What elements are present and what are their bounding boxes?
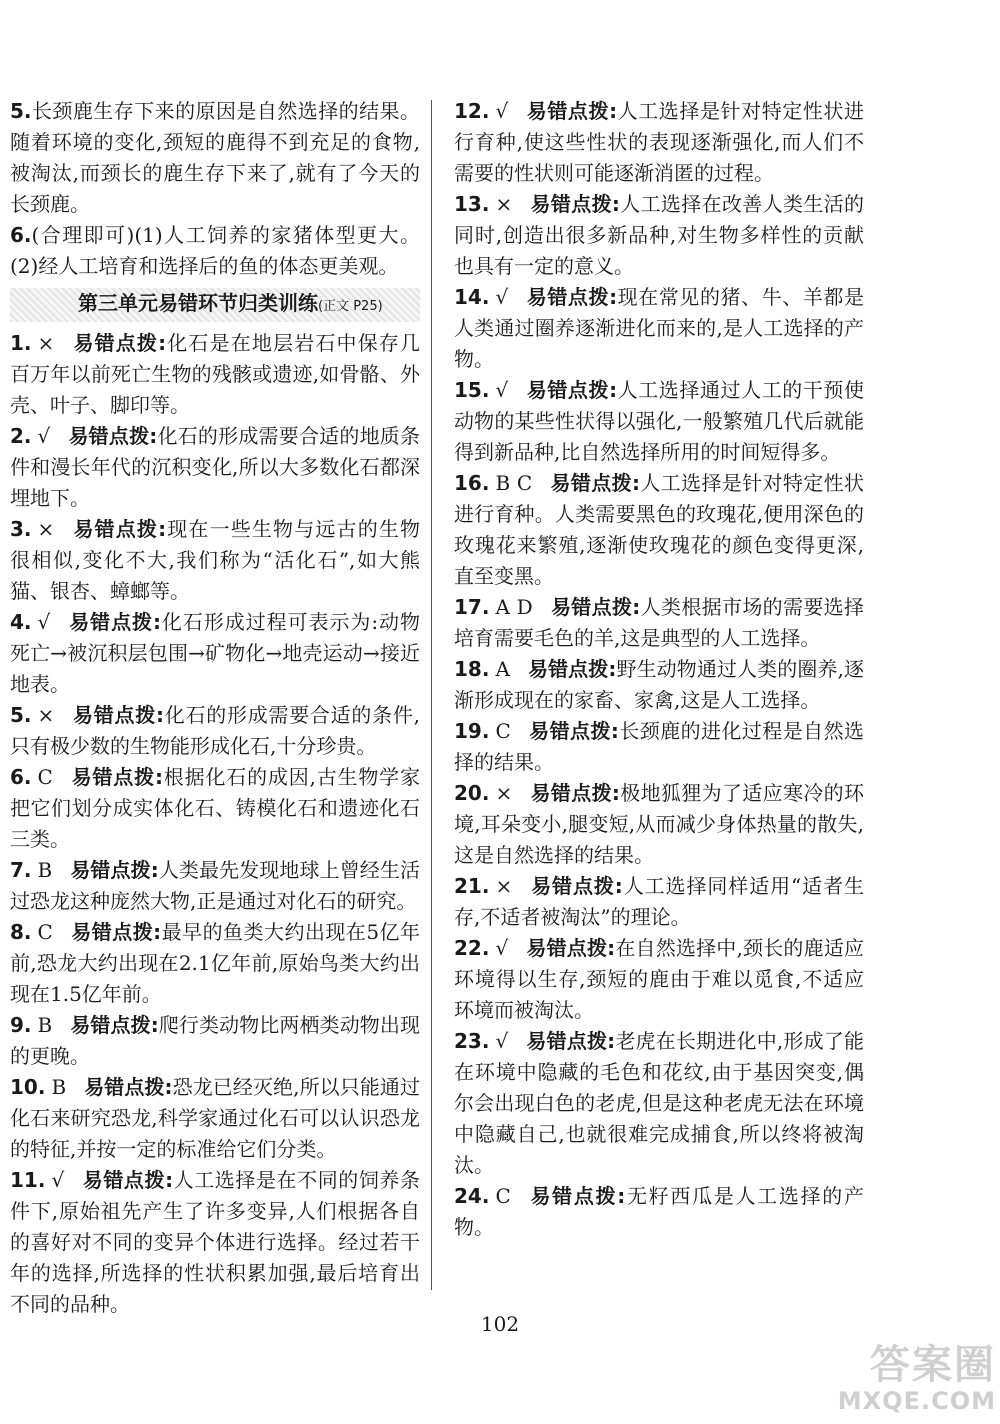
hint-label: 易错点拨: [530, 781, 620, 805]
answer-mark: C [37, 765, 53, 789]
right-column [454, 96, 864, 1243]
answer-number: 24. [454, 1184, 490, 1208]
answer-item [10, 917, 420, 1010]
answer-mark: × [37, 517, 55, 541]
watermark-logo [826, 1342, 996, 1420]
answer-number: 5. [10, 703, 32, 727]
hint-label: 易错点拨: [84, 1075, 173, 1099]
answer-explanation: 化石是在地层岩石中保存几百万年以前死亡生物的残骸或遗迹,如骨骼、外壳、叶子、脚印等。 [10, 331, 421, 417]
answer-explanation: 化石的形成需要合适的地质条件和漫长年代的沉积变化,所以大多数化石都深埋地下。 [10, 424, 421, 510]
hint-label: 易错点拨: [526, 1029, 616, 1053]
answer-item [10, 855, 420, 917]
answer-explanation: 根据化石的成因,古生物学家把它们划分成实体化石、铸模化石和遗迹化石三类。 [10, 765, 421, 851]
answer-mark: C [495, 1184, 511, 1208]
answer-mark: A D [495, 595, 533, 619]
hint-label: 易错点拨: [528, 1184, 626, 1208]
answer-mark: √ [495, 285, 509, 309]
answer-explanation: 人工选择同样适用“适者生存,不适者被淘汰”的理论。 [454, 874, 864, 929]
answer-number: 1. [10, 331, 32, 355]
answer-item [454, 654, 864, 716]
answer-mark: × [495, 192, 513, 216]
answer-mark: × [37, 331, 55, 355]
answer-item [10, 1010, 420, 1072]
answer-item [454, 1181, 864, 1243]
answer-mark: √ [495, 936, 509, 960]
answer-number: 14. [454, 285, 490, 309]
answer-explanation: 长颈鹿的进化过程是自然选择的结果。 [454, 719, 865, 774]
answer-mark: √ [495, 99, 509, 123]
answer-item [10, 1165, 420, 1320]
answer-item [10, 96, 420, 220]
answer-explanation: (合理即可)(1)人工饲养的家猪体型更大。(2)经人工培育和选择后的鱼的体态更美观。 [10, 223, 420, 278]
answer-number: 19. [454, 719, 490, 743]
prior-answers-list [10, 96, 420, 282]
answer-explanation: 老虎在长期进化中,形成了能在环境中隐藏的毛色和花纹,由于基因突变,偶尔会出现白色的老虎,但是这种老虎无法在环境中隐藏自己,也就很难完成捕食,所以终将被淘汰。 [454, 1029, 865, 1177]
answer-number: 18. [454, 657, 490, 681]
answer-mark: √ [37, 424, 51, 448]
answer-explanation: 爬行类动物比两栖类动物出现的更晚。 [10, 1013, 421, 1068]
answer-explanation: 化石形成过程可表示为:动物死亡→被沉积层包围→矿物化→地壳运动→接近地表。 [10, 610, 420, 696]
hint-label: 易错点拨: [550, 471, 640, 495]
answer-mark: × [37, 703, 55, 727]
answer-item [10, 328, 420, 421]
hint-label: 易错点拨: [68, 610, 161, 634]
answer-mark: B [37, 1013, 53, 1037]
answer-item [454, 1026, 864, 1181]
answer-mark: × [495, 781, 513, 805]
section-title: 第三单元易错环节归类训练 [78, 291, 318, 315]
answer-mark: B [37, 858, 53, 882]
answer-item [10, 421, 420, 514]
answer-explanation: 人工选择是针对特定性状进行育种,使这些性状的表现逐渐强化,而人们不需要的性状则可能逐渐消匿的过程。 [454, 99, 865, 185]
hint-label: 易错点拨: [526, 936, 616, 960]
answer-item [454, 871, 864, 933]
answer-explanation: 无籽西瓜是人工选择的产物。 [454, 1184, 864, 1239]
answer-mark: B [51, 1075, 67, 1099]
answer-number: 7. [10, 858, 32, 882]
hint-label: 易错点拨: [72, 331, 167, 355]
answer-number: 11. [10, 1168, 46, 1192]
hint-label: 易错点拨: [82, 1168, 174, 1192]
answer-item [454, 468, 864, 592]
answer-item [454, 282, 864, 375]
hint-label: 易错点拨: [68, 424, 158, 448]
answer-number: 9. [10, 1013, 32, 1037]
answer-number: 8. [10, 920, 32, 944]
answer-number: 17. [454, 595, 490, 619]
answer-number: 13. [454, 192, 490, 216]
answer-mark: √ [495, 1029, 509, 1053]
answer-item [10, 700, 420, 762]
answer-explanation: 人工选择是在不同的饲养条件下,原始祖先产生了许多变异,人们根据各自的喜好对不同的变异个体进行选择。经过若干年的选择,所选择的性状积累加强,最后培育出不同的品种。 [10, 1168, 421, 1316]
hint-label: 易错点拨: [70, 920, 162, 944]
hint-label: 易错点拨: [70, 1013, 159, 1037]
section-header [10, 288, 420, 322]
left-column [10, 96, 420, 1320]
page-number: 102 [480, 1312, 520, 1336]
answer-explanation: 人工选择在改善人类生活的同时,创造出很多新品种,对生物多样性的贡献也具有一定的意义。 [454, 192, 864, 278]
hint-label: 易错点拨: [526, 99, 618, 123]
answer-number: 20. [454, 781, 490, 805]
answer-item [454, 96, 864, 189]
hint-label: 易错点拨: [72, 517, 167, 541]
answer-explanation: 恐龙已经灭绝,所以只能通过化石来研究恐龙,科学家通过化石可以认识恐龙的特征,并按一定的标准给它们分类。 [10, 1075, 421, 1161]
answer-explanation: 在自然选择中,颈长的鹿适应环境得以生存,颈短的鹿由于难以觅食,不适应环境而被淘汰。 [454, 936, 865, 1022]
hint-label: 易错点拨: [70, 765, 163, 789]
answer-explanation: 人工选择通过人工的干预使动物的某些性状得以强化,一般繁殖几代后就能得到新品种,比自然选择所用的时间短得多。 [454, 378, 865, 464]
answer-item [454, 933, 864, 1026]
answer-number: 6. [10, 765, 32, 789]
answer-explanation: 人类根据市场的需要选择培育需要毛色的羊,这是典型的人工选择。 [454, 595, 865, 650]
answer-explanation: 人类最先发现地球上曾经生活过恐龙这种庞然大物,正是通过对化石的研究。 [10, 858, 421, 913]
answer-mark: C [495, 719, 511, 743]
hint-label: 易错点拨: [550, 595, 641, 619]
answer-explanation: 化石的形成需要合适的条件,只有极少数的生物能形成化石,十分珍贵。 [10, 703, 421, 758]
answer-number: 4. [10, 610, 32, 634]
answer-number: 15. [454, 378, 490, 402]
answer-explanation: 野生动物通过人类的圈养,逐渐形成现在的家畜、家禽,这是人工选择。 [454, 657, 864, 712]
answer-explanation: 最早的鱼类大约出现在5亿年前,恐龙大约出现在2.1亿年前,原始鸟类大约出现在1.5亿年前。 [10, 920, 420, 1006]
hint-label: 易错点拨: [72, 703, 164, 727]
section-page-ref: (正文 P25) [318, 299, 383, 314]
answer-number: 21. [454, 874, 490, 898]
answer-number: 3. [10, 517, 32, 541]
answer-item [454, 716, 864, 778]
answer-number: 16. [454, 471, 490, 495]
answer-number: 22. [454, 936, 490, 960]
hint-label: 易错点拨: [527, 657, 617, 681]
answer-number: 10. [10, 1075, 46, 1099]
answer-item [454, 778, 864, 871]
answer-number: 2. [10, 424, 32, 448]
answer-item [10, 220, 420, 282]
watermark-line-2: MXQE.COM [837, 1387, 996, 1415]
answer-number: 12. [454, 99, 490, 123]
hint-label: 易错点拨: [528, 719, 619, 743]
answer-explanation: 极地狐狸为了适应寒冷的环境,耳朵变小,腿变短,从而减少身体热量的散失,这是自然选择的结果。 [454, 781, 864, 867]
answer-explanation: 长颈鹿生存下来的原因是自然选择的结果。随着环境的变化,颈短的鹿得不到充足的食物,被淘汰,而颈长的鹿生存下来了,就有了今天的长颈鹿。 [10, 99, 420, 216]
answer-explanation: 现在一些生物与远古的生物很相似,变化不大,我们称为“活化石”,如大熊猫、银杏、蟑螂等。 [10, 517, 421, 603]
answer-item [454, 592, 864, 654]
column-divider [431, 100, 432, 1290]
hint-label: 易错点拨: [530, 874, 623, 898]
answer-item [10, 514, 420, 607]
answer-mark: √ [495, 378, 509, 402]
answer-mark: √ [51, 1168, 65, 1192]
hint-label: 易错点拨: [526, 285, 618, 309]
answer-number: 6. [10, 223, 32, 247]
answer-explanation: 人工选择是针对特定性状进行育种。人类需要黑色的玫瑰花,便用深色的玫瑰花来繁殖,逐渐使玫瑰花的颜色变得更深,直至变黑。 [454, 471, 865, 588]
answer-mark: C [37, 920, 53, 944]
answer-number: 23. [454, 1029, 490, 1053]
hint-label: 易错点拨: [530, 192, 620, 216]
answer-mark: B C [495, 471, 533, 495]
answer-item [454, 189, 864, 282]
answer-item [10, 1072, 420, 1165]
hint-label: 易错点拨: [526, 378, 618, 402]
answer-mark: × [495, 874, 513, 898]
answer-item [454, 375, 864, 468]
answer-explanation: 现在常见的猪、牛、羊都是人类通过圈养逐渐进化而来的,是人工选择的产物。 [454, 285, 865, 371]
answer-number: 5. [10, 99, 32, 123]
section-answers-list [10, 328, 420, 1320]
hint-label: 易错点拨: [70, 858, 159, 882]
answer-mark: √ [37, 610, 51, 634]
answer-item [10, 607, 420, 700]
answer-item [10, 762, 420, 855]
watermark-line-1: 答案圈 [870, 1342, 996, 1388]
answer-mark: A [495, 657, 510, 681]
